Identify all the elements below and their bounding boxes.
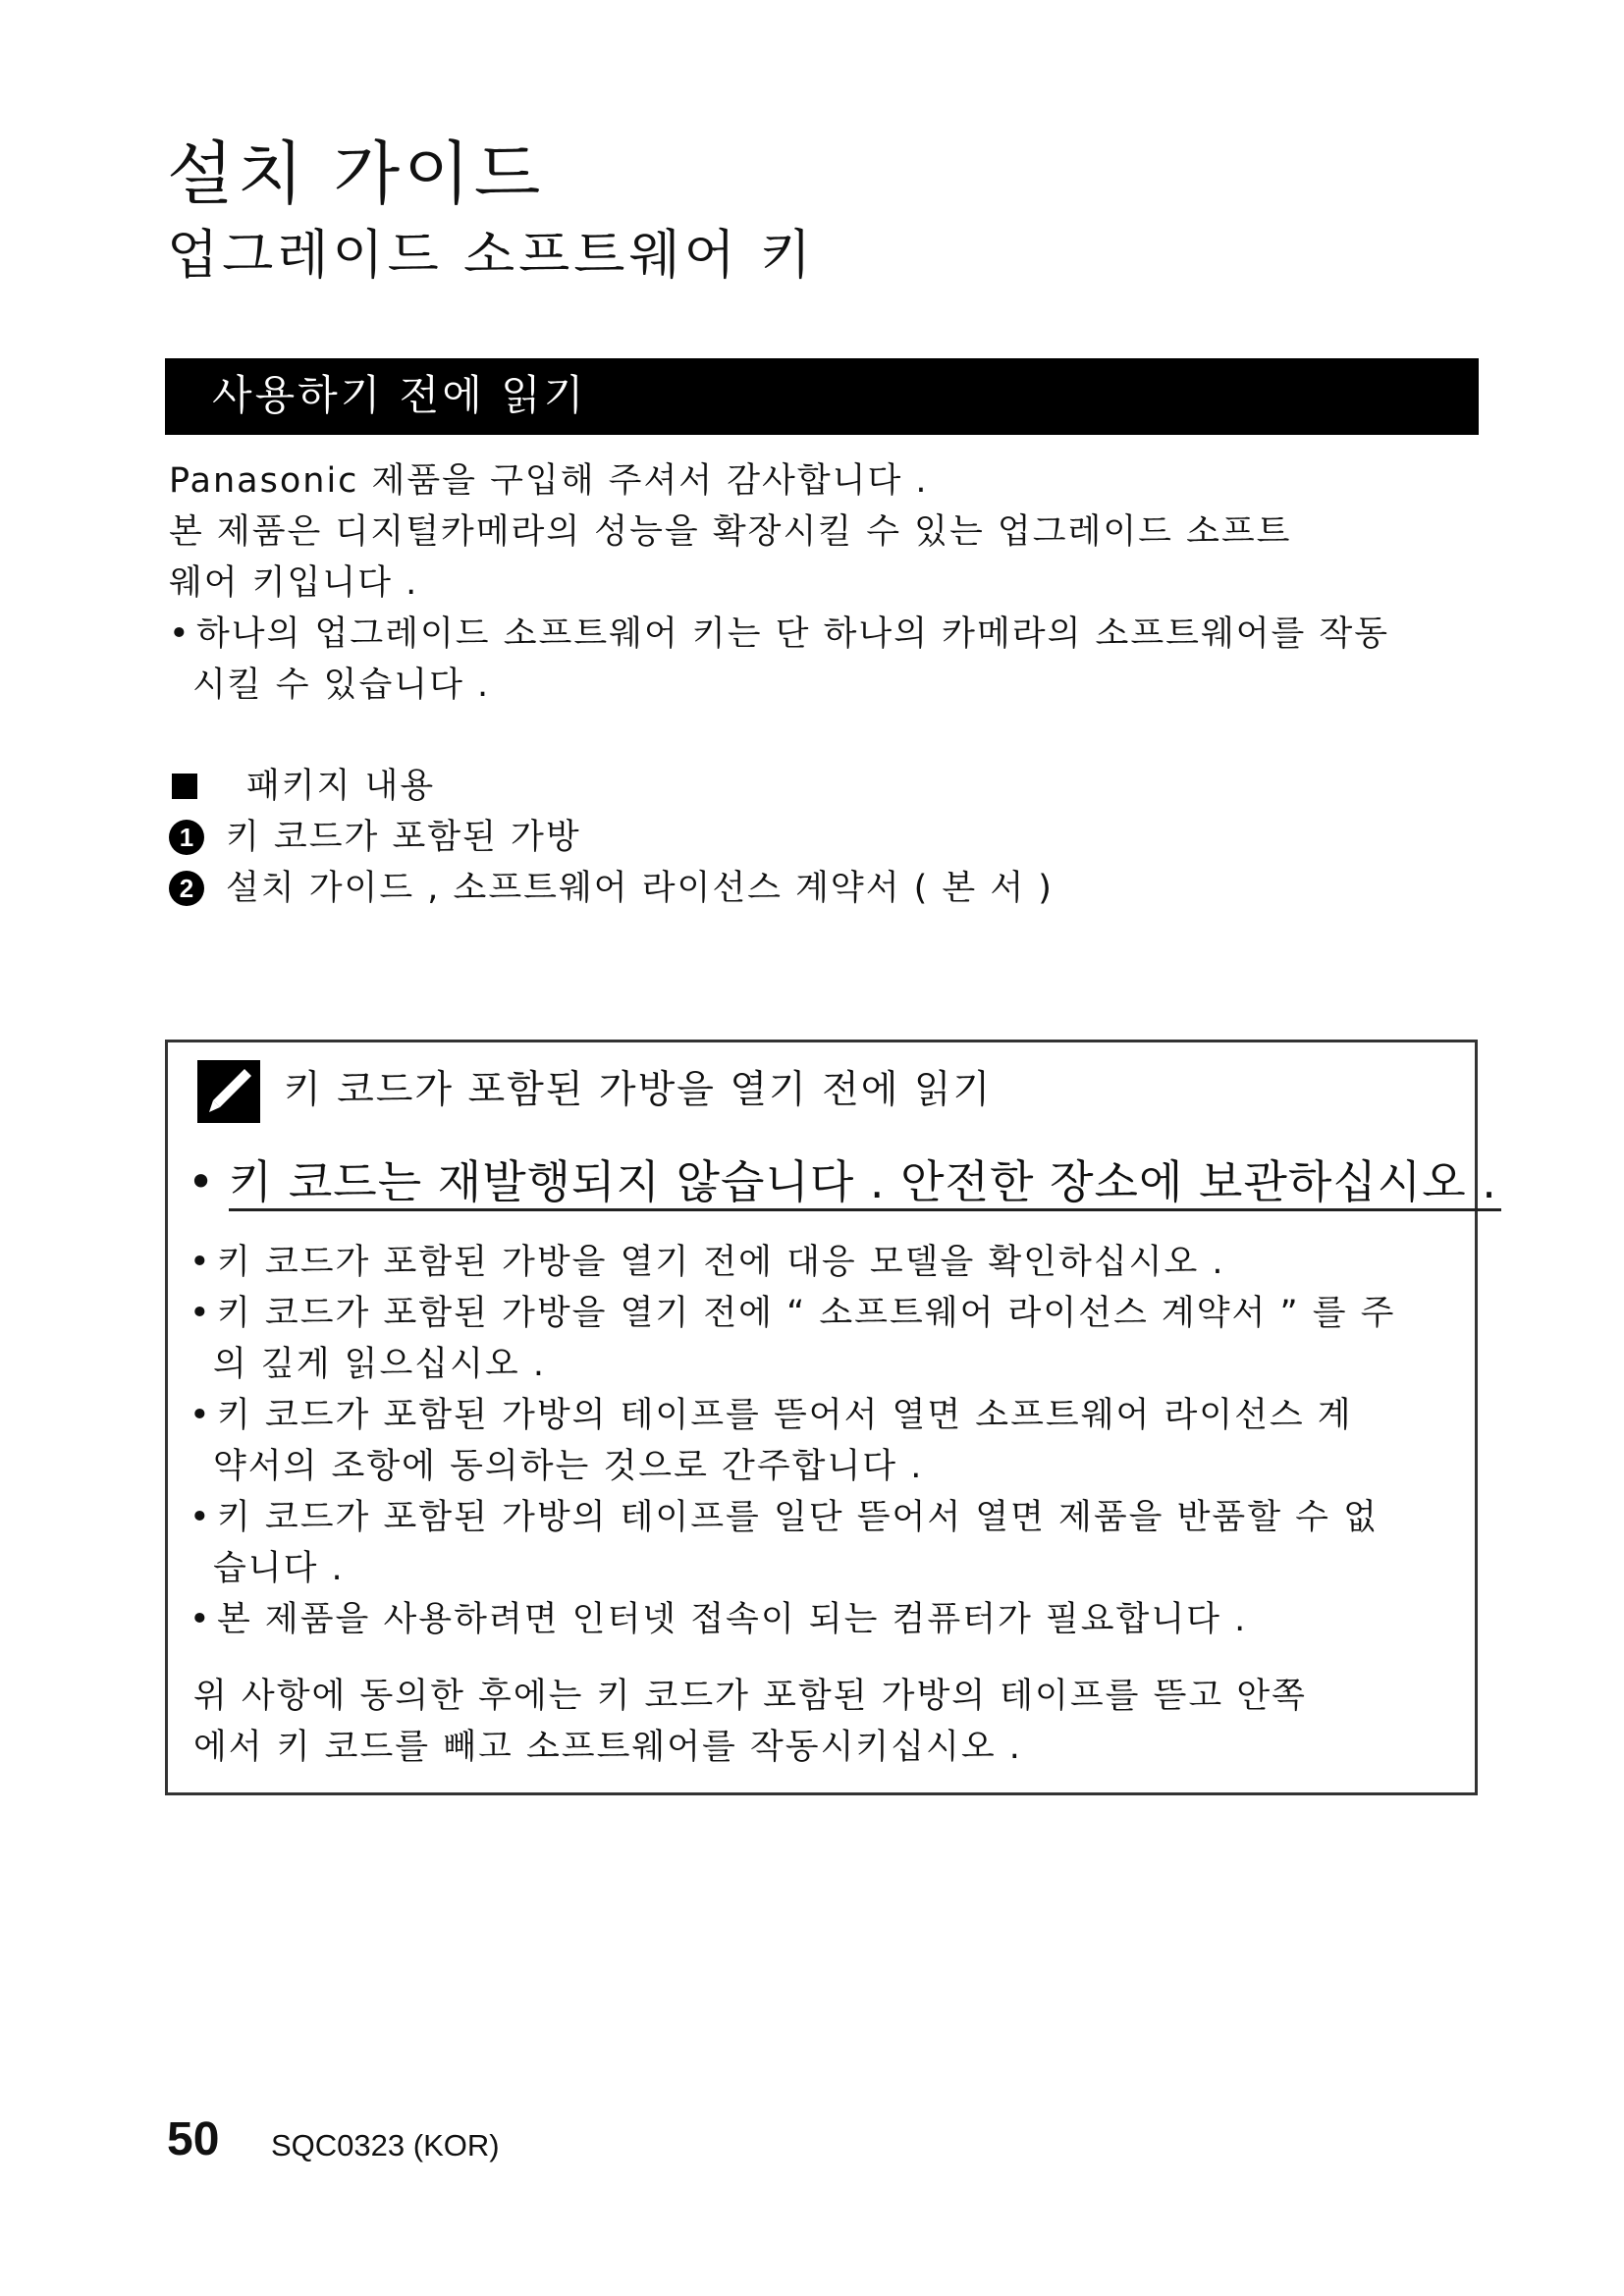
notice-item-continuation: 약서의 조항에 동의하는 것으로 간주합니다 . <box>213 1447 924 1486</box>
notice-item-continuation: 습니다 . <box>213 1549 345 1588</box>
intro-line: 본 제품은 디지털카메라의 성능을 확장시킬 수 있는 업그레이드 소프트 <box>169 512 1292 552</box>
page-title: 설치 가이드 <box>167 133 545 214</box>
notice-footer <box>193 1671 1460 1773</box>
notice-item-continuation: 의 깊게 읽으십시오 . <box>213 1345 546 1384</box>
notice-item: • 본 제품을 사용하려면 인터넷 접속이 되는 컴퓨터가 필요합니다 . <box>189 1594 1461 1645</box>
package-contents <box>169 761 1445 914</box>
number-badge-1: 1 <box>169 820 204 855</box>
notice-footer-line: 에서 키 코드를 빼고 소프트웨어를 작동시키십시오 . <box>193 1728 1022 1767</box>
package-item <box>169 812 1445 863</box>
page-number: 50 <box>167 2113 220 2165</box>
intro-bullet-continuation: 시킬 수 있습니다 . <box>192 666 491 705</box>
document-code: SQC0323 (KOR) <box>271 2128 500 2163</box>
key-warning-text: 키 코드는 재발행되지 않습니다 . 안전한 장소에 보관하십시오 . <box>229 1155 1501 1211</box>
pencil-icon <box>197 1060 260 1123</box>
intro-line: 웨어 키입니다 . <box>169 563 419 603</box>
page-subtitle: 업그레이드 소프트웨어 키 <box>167 224 816 286</box>
intro-line: Panasonic 제품을 구입해 주셔서 감사합니다 . <box>169 461 929 501</box>
notice-title: 키 코드가 포함된 가방을 열기 전에 읽기 <box>284 1068 993 1112</box>
package-heading: 패키지 내용 <box>246 767 436 806</box>
section-heading: 사용하기 전에 읽기 <box>212 371 587 419</box>
package-item-label: 키 코드가 포함된 가방 <box>226 818 581 857</box>
number-badge-2: 2 <box>169 871 204 906</box>
notice-item: • 키 코드가 포함된 가방을 열기 전에 대응 모델을 확인하십시오 . <box>189 1237 1461 1288</box>
square-bullet-icon <box>172 774 197 799</box>
package-item <box>169 863 1445 914</box>
notice-item: • 키 코드가 포함된 가방의 테이프를 일단 뜯어서 열면 제품을 반품할 수 없 <box>189 1492 1461 1543</box>
intro-text <box>169 455 1485 711</box>
intro-bullet: • 하나의 업그레이드 소프트웨어 키는 단 하나의 카메라의 소프트웨어를 작동 <box>169 609 1485 660</box>
notice-list <box>189 1237 1461 1645</box>
notice-footer-line: 위 사항에 동의한 후에는 키 코드가 포함된 가방의 테이프를 뜯고 안쪽 <box>193 1677 1307 1716</box>
notice-item: • 키 코드가 포함된 가방의 테이프를 뜯어서 열면 소프트웨어 라이선스 계 <box>189 1390 1461 1441</box>
key-warning: • 키 코드는 재발행되지 않습니다 . 안전한 장소에 보관하십시오 . <box>188 1150 1454 1213</box>
package-item-label: 설치 가이드 , 소프트웨어 라이선스 계약서 ( 본 서 ) <box>226 869 1054 908</box>
notice-item: • 키 코드가 포함된 가방을 열기 전에 “ 소프트웨어 라이선스 계약서 ” 를 주 <box>189 1288 1461 1339</box>
notice-box <box>165 1040 1497 1795</box>
section-heading-bar <box>165 358 1479 435</box>
